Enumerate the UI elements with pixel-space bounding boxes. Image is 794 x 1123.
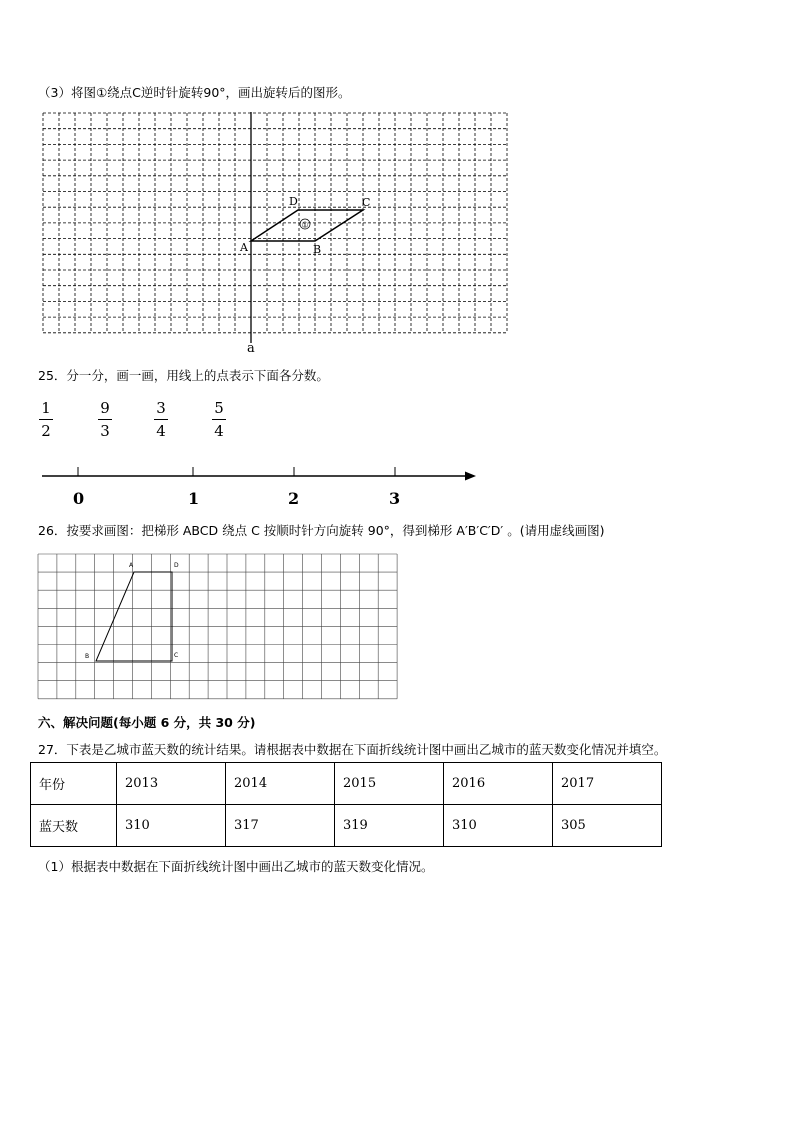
table-cell: 305: [553, 805, 662, 847]
table-cell: 2013: [117, 763, 226, 805]
table-cell: 310: [117, 805, 226, 847]
q27-text: 27．下表是乙城市蓝天数的统计结果。请根据表中数据在下面折线统计图中画出乙城市的蓝天数变化情况并填空。: [38, 742, 667, 757]
trap-label-D: D: [174, 562, 179, 569]
fraction-3-denominator: 4: [156, 422, 166, 440]
table-cell: 317: [226, 805, 335, 847]
tick-label-0: 0: [73, 489, 85, 508]
point-label-B: B: [313, 243, 322, 256]
table-cell: 310: [444, 805, 553, 847]
tick-label-3: 3: [389, 489, 401, 508]
table-row: [31, 805, 662, 847]
trap-label-B: B: [85, 653, 90, 660]
table-cell: 319: [335, 805, 444, 847]
point-label-A: A: [240, 241, 248, 254]
table-row: [31, 763, 662, 805]
table-cell: 2016: [444, 763, 553, 805]
q27-part1-text: （1）根据表中数据在下面折线统计图中画出乙城市的蓝天数变化情况。: [38, 859, 434, 874]
table-header-days: 蓝天数: [31, 805, 117, 847]
q24-part3-text: （3）将图①绕点C逆时针旋转90°，画出旋转后的图形。: [38, 85, 351, 100]
tick-label-2: 2: [288, 489, 300, 508]
section6-title: 六、解决问题(每小题 6 分，共 30 分): [38, 715, 256, 730]
point-label-C: C: [362, 196, 371, 209]
tick-label-1: 1: [188, 489, 200, 508]
sky-days-table: [30, 762, 662, 847]
fraction-4-numerator: 5: [214, 399, 224, 417]
fraction-1-denominator: 2: [41, 422, 51, 440]
trapezoid-abcd: [96, 572, 172, 661]
fraction-4-denominator: 4: [214, 422, 224, 440]
q26-text: 26．按要求画图：把梯形 ABCD 绕点 C 按顺时针方向旋转 90°，得到梯形 A′B′C′D′ 。(请用虚线画图): [38, 523, 605, 538]
fraction-2-numerator: 9: [100, 399, 110, 417]
trap-label-A: A: [129, 562, 134, 569]
fraction-1-numerator: 1: [41, 399, 51, 417]
table-cell: 2017: [553, 763, 662, 805]
axis-label-a: a: [247, 341, 255, 356]
table-cell: 2014: [226, 763, 335, 805]
point-label-D: D: [289, 195, 298, 208]
solid-grid: [38, 554, 397, 699]
q25-text: 25．分一分，画一画，用线上的点表示下面各分数。: [38, 368, 329, 383]
trap-label-C: C: [174, 652, 179, 659]
table-cell: 2015: [335, 763, 444, 805]
table-header-year: 年份: [31, 763, 117, 805]
fraction-3-numerator: 3: [156, 399, 166, 417]
fraction-2-denominator: 3: [100, 422, 110, 440]
shape-label-1: ①: [301, 220, 309, 230]
